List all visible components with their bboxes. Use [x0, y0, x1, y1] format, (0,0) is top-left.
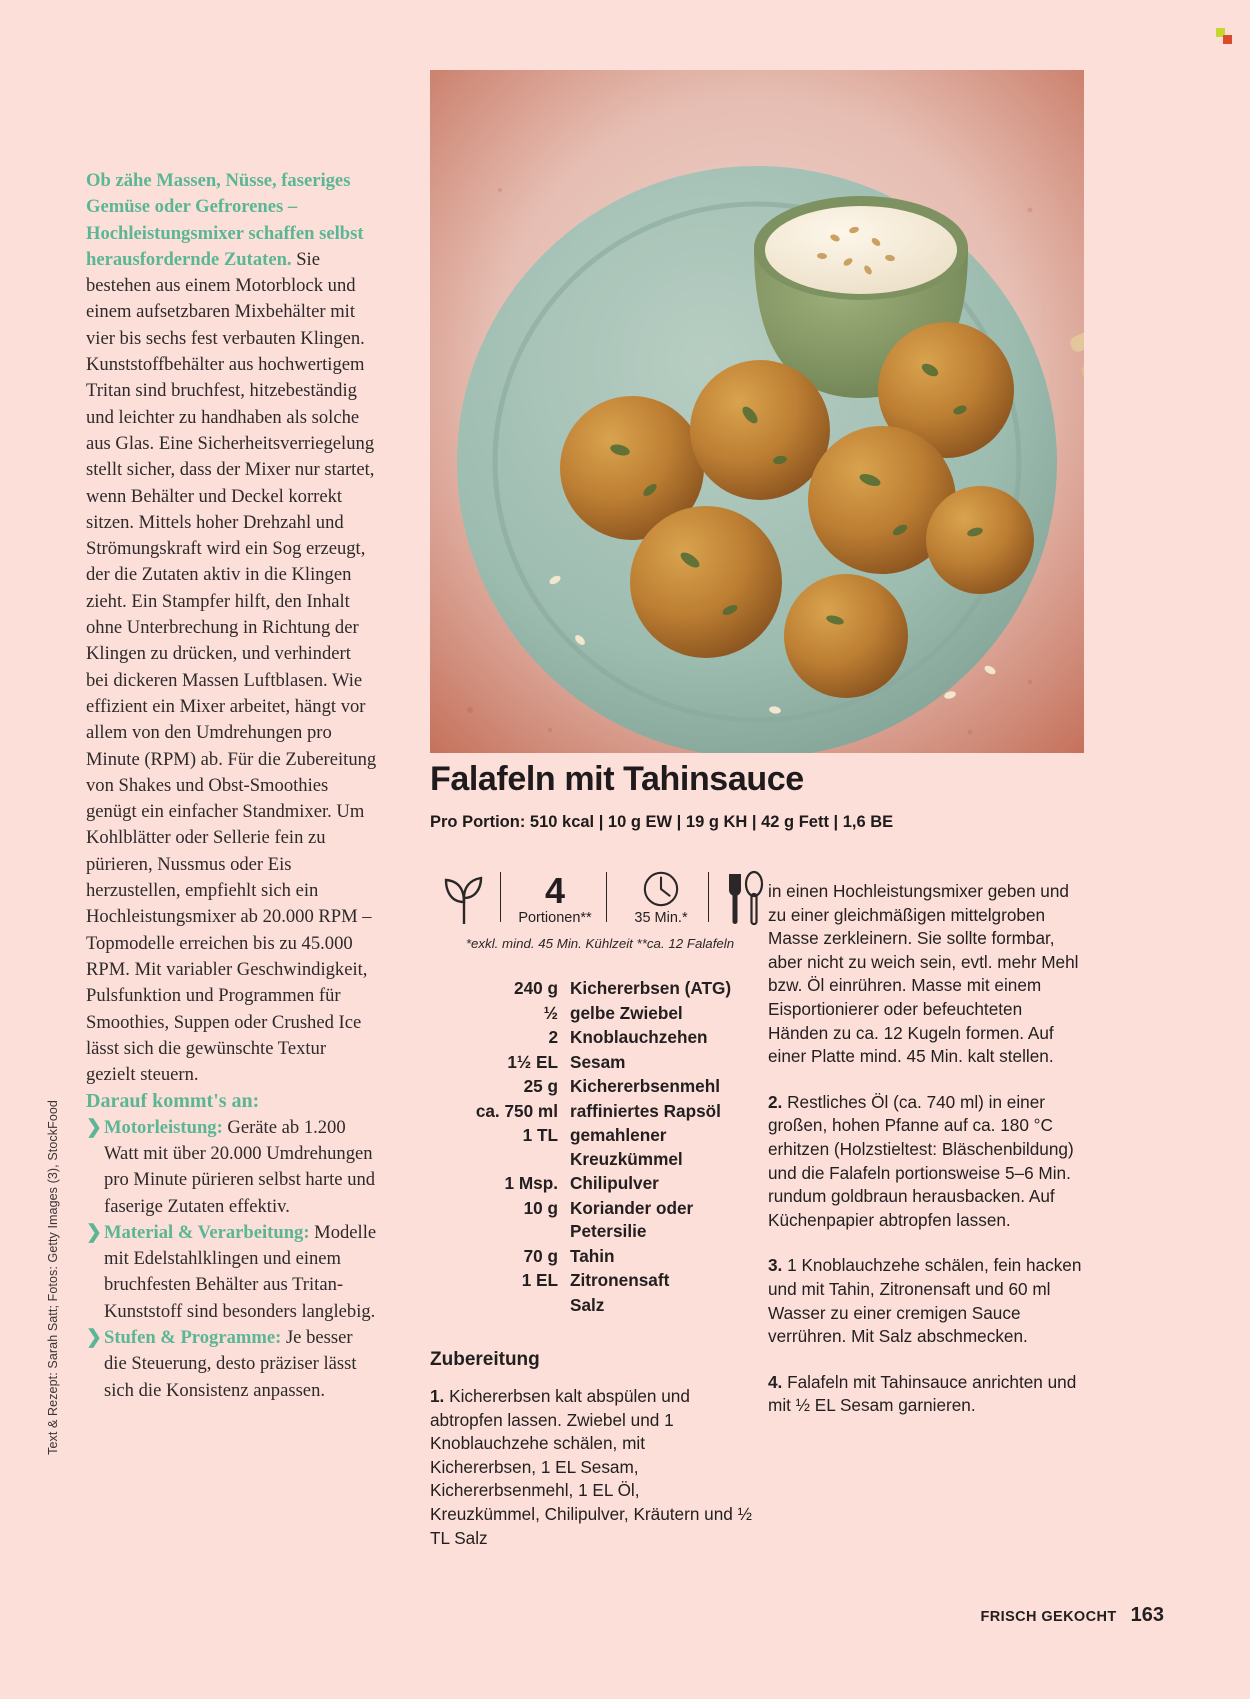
ingredient-name: Salz: [570, 1294, 605, 1315]
step-text: 1 Knoblauchzehe schälen, fein hacken und mit Tahin, Zitronensaft und 60 ml Wasser zu einer cremigen Sauce verrühren. Mit Salz abschmecken.: [768, 1255, 1082, 1347]
ingredient-row: [430, 1294, 760, 1318]
ingredient-name: raffiniertes Rapsöl: [570, 1100, 721, 1121]
photo-credit: Text & Rezept: Sarah Satt; Fotos: Getty Images (3), StockFood: [46, 1100, 60, 1455]
preparation-heading: Zubereitung: [430, 1349, 540, 1370]
page-footer: [0, 1604, 1250, 1627]
article-bullet-material: [86, 1220, 378, 1325]
clock-icon: [641, 870, 681, 908]
ingredient-quantity: ca. 750 ml: [475, 1100, 558, 1121]
ingredient-quantity: 70 g: [523, 1245, 558, 1266]
page-number: 163: [1130, 1604, 1164, 1626]
ingredient-row: [430, 1002, 760, 1026]
ingredient-name: Knoblauchzehen: [570, 1027, 708, 1047]
info-divider: [606, 872, 607, 922]
ingredient-row: [430, 1172, 760, 1196]
recipe-title: Falafeln mit Tahinsauce: [430, 760, 804, 798]
ingredient-quantity: 1 TL: [522, 1125, 558, 1145]
bullet-arrow-icon: ❯: [86, 1327, 102, 1349]
preparation-step-2: [768, 1091, 1084, 1233]
recipe-footnote: *exkl. mind. 45 Min. Kühlzeit **ca. 12 Falafeln: [465, 936, 735, 951]
ingredient-name: Zitronensaft: [570, 1270, 670, 1290]
ingredient-row: [430, 977, 760, 1001]
info-divider: [708, 872, 709, 922]
bullet-heading: Stufen & Programme:: [104, 1327, 282, 1349]
time-label: 35 Min.*: [634, 910, 688, 926]
preparation-step-3: [768, 1254, 1084, 1348]
article-lead: Ob zähe Massen, Nüsse, faseriges Gemüse oder Gefrorenes – Hochleistungsmixer schaffen selbst herausfordernde Zutaten.: [86, 170, 364, 270]
recipe-photo: [430, 70, 1084, 753]
ingredients-list: [430, 977, 760, 1317]
preparation-steps-left: [430, 1385, 752, 1550]
article-intro-paragraph: [86, 168, 378, 1088]
step-text: Restliches Öl (ca. 740 ml) in einer großen, hohen Pfanne auf ca. 180 °C erhitzen (Holzstieltest: Bläschenbildung) und die Falafeln portionsweise 5–6 Min. rundum goldbraun herausbacken. Auf Küchenpapier abtropfen lassen.: [768, 1091, 1074, 1230]
ingredient-quantity: 2: [548, 1027, 558, 1047]
sprout-icon: [443, 874, 485, 926]
article-bullet-stufen: [86, 1325, 378, 1404]
portions-label: Portionen**: [518, 910, 592, 926]
ingredient-name: Tahin: [570, 1245, 615, 1266]
recipe-nutrition: Pro Portion: 510 kcal | 10 g EW | 19 g KH | 42 g Fett | 1,6 BE: [430, 813, 894, 831]
step-number: 1.: [430, 1386, 445, 1406]
ingredient-name: Kichererbsen (ATG): [570, 978, 732, 998]
registration-mark-icon: [1216, 28, 1232, 44]
bullet-heading: Motorleistung:: [104, 1116, 223, 1138]
preparation-steps-right: [768, 880, 1084, 1440]
ingredient-name: Koriander oder Petersilie: [570, 1197, 694, 1241]
ingredient-row: [430, 1051, 760, 1075]
preparation-step-1-right: in einen Hochleistungsmixer geben und zu einer gleichmäßigen mittelgroben Masse zerkleinern. Sie sollte formbar, aber nicht zu weich sein, evtl. mehr Mehl bzw. Öl einrühren. Masse mit einem Eisportionierer oder befeuchteten Händen zu ca. 12 Kugeln formen. Auf einer Platte mind. 45 Min. kalt stellen.: [768, 881, 1079, 1067]
vegetarian-info: [438, 868, 490, 926]
step-text: Kichererbsen kalt abspülen und abtropfen lassen. Zwiebel und 1 Knoblauchzehe schälen, mit Kichererbsen, 1 EL Sesam, Kichererbsenmehl, 1 EL Öl, Kreuzkümmel, Chilipulver, Kräutern und ½ TL Salz: [430, 1386, 752, 1548]
ingredient-row: [430, 1026, 760, 1050]
step-number: 4.: [768, 1371, 783, 1392]
cutlery-icon: [721, 870, 769, 926]
ingredient-row: [430, 1269, 760, 1293]
bullet-heading: Material & Verarbeitung:: [104, 1221, 310, 1243]
step-text: Falafeln mit Tahinsauce anrichten und mit ½ EL Sesam garnieren.: [768, 1371, 1077, 1416]
article-column: [86, 168, 378, 1404]
ingredient-quantity: 1 Msp.: [504, 1173, 558, 1193]
cutlery-info: [718, 868, 772, 926]
bullet-text: Modelle mit Edelstahlklingen und einem bruchfesten Behälter aus Tritan-Kunststoff sind besonders langlebig.: [104, 1221, 377, 1322]
preparation-step-4: [768, 1371, 1084, 1418]
article-body: Sie bestehen aus einem Motorblock und einem aufsetzbaren Mixbehälter mit vier bis sechs fest verbauten Klingen. Kunststoffbehälter aus hochwertigem Tritan sind bruchfest, hitzebeständig und leichter zu handhaben als solche aus Glas. Eine Sicherheitsverriegelung stellt sicher, dass der Mixer nur startet, wenn Behälter und Deckel korrekt sitzen. Mittels hoher Drehzahl und Strömungskraft wird ein Sog erzeugt, der die Zutaten aktiv in die Klingen zieht. Ein Stampfer hilft, den Inhalt ohne Unterbrechung in Richtung der Klingen zu drücken, und verhindert bei dickeren Massen Luftblasen. Wie effizient ein Mixer arbeitet, hängt vor allem von den Umdrehungen pro Minute (RPM) ab. Für die Zubereitung von Shakes und Obst-Smoothies genügt ein einfacher Standmixer. Um Kohlblätter oder Sellerie fein zu pürieren, Nussmus oder Eis herzustellen, empfiehlt sich ein Hochleistungsmixer ab 20.000 RPM – Topmodelle erreichen bis zu 45.000 RPM. Mit variabler Geschwindigkeit, Pulsfunktion und Programmen für Smoothies, Suppen oder Crushed Ice lässt sich die gewünschte Textur gezielt steuern.: [86, 248, 377, 1086]
bullet-arrow-icon: ❯: [86, 1221, 102, 1243]
recipe-info-strip: [430, 868, 762, 930]
preparation-step-1-left: [430, 1385, 752, 1550]
ingredient-name: Sesam: [570, 1051, 626, 1072]
ingredient-quantity: 1½ EL: [507, 1051, 558, 1072]
bullet-text: Je besser die Steuerung, desto präziser lässt sich die Konsistenz anpassen.: [104, 1327, 357, 1401]
ingredient-quantity: [430, 1294, 570, 1318]
ingredient-name: Chilipulver: [570, 1173, 659, 1193]
step-number: 3.: [768, 1255, 783, 1276]
time-info: [620, 868, 702, 926]
bullet-text: Geräte ab 1.200 Watt mit über 20.000 Umdrehungen pro Minute pürieren selbst harte und faserige Zutaten effektiv.: [104, 1116, 376, 1217]
ingredient-quantity: 25 g: [523, 1076, 558, 1096]
ingredient-name: gemahlener Kreuzkümmel: [570, 1125, 683, 1169]
ingredient-quantity: ½: [543, 1002, 558, 1023]
ingredient-name: gelbe Zwiebel: [570, 1002, 683, 1023]
portions-info: [512, 868, 598, 926]
falafel-photo-illustration: [430, 70, 1084, 753]
ingredient-quantity: 240 g: [514, 978, 558, 998]
ingredient-row: [430, 1100, 760, 1124]
step-number: 2.: [768, 1091, 783, 1112]
info-divider: [500, 872, 501, 922]
bullet-arrow-icon: ❯: [86, 1116, 102, 1138]
article-bullet-motorleistung: [86, 1115, 378, 1220]
ingredient-row: [430, 1124, 760, 1171]
ingredient-name: Kichererbsenmehl: [570, 1076, 720, 1096]
article-section-heading: Darauf kommt's an:: [86, 1090, 260, 1113]
ingredient-quantity: 1 EL: [521, 1270, 558, 1290]
portions-number: 4: [544, 870, 566, 911]
ingredient-row: [430, 1075, 760, 1099]
ingredient-row: [430, 1197, 760, 1244]
ingredient-quantity: 10 g: [523, 1197, 558, 1218]
magazine-brand: FRISCH GEKOCHT: [980, 1609, 1117, 1625]
ingredient-row: [430, 1245, 760, 1269]
